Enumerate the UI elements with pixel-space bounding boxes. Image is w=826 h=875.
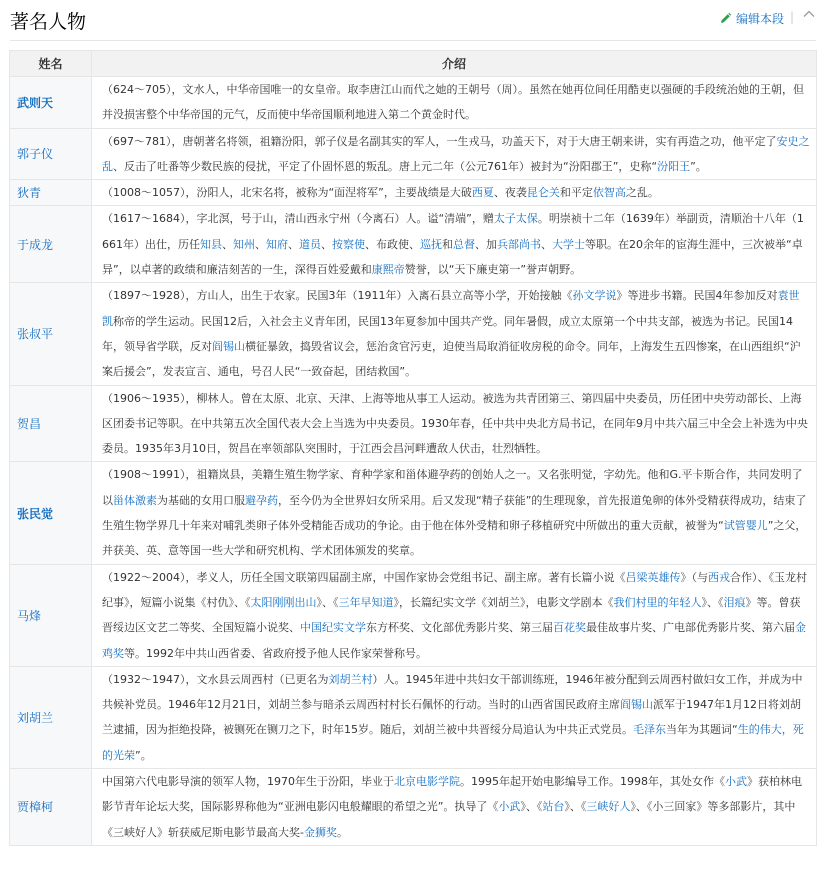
person-intro xyxy=(92,283,817,385)
intro-text: （1008～1057），汾阳人，北宋名将，被称为“面涅将军”，主要战绩是大破 xyxy=(102,186,472,200)
intro-text: 最佳故事片奖、广电部优秀影片奖、第六届 xyxy=(586,621,795,635)
intro-link[interactable]: 袁世凯 xyxy=(102,289,800,328)
person-intro xyxy=(92,385,817,462)
intro-text: 、 xyxy=(321,237,332,251)
intro-link[interactable]: 金鸡奖 xyxy=(102,621,806,660)
person-intro xyxy=(92,462,817,564)
intro-link[interactable]: 知县 xyxy=(200,237,222,251)
intro-text: ）人。1945年进中共妇女干部训练班，1946年被分配到云周西村做妇女工作，并成为中共候补党员。1946年12月21日，刘胡兰参与暗杀云周西村村长石佩怀的行动。当时的山西省国民政府主席 xyxy=(102,672,803,712)
edit-section-button[interactable] xyxy=(719,10,784,27)
intro-text: 》（与 xyxy=(680,570,708,584)
intro-text: （624～705），文水人，中华帝国唯一的女皇帝。取李唐江山而代之她的王朝号（周）。虽然在她再位间任用酷吏以强硬的手段统治她的王朝，但并没损害整个中华帝国的元气，反而使中华帝国顺利地进入第二个黄金时代。 xyxy=(102,83,804,122)
intro-link[interactable]: 知府 xyxy=(266,237,288,251)
intro-text: （1908～1991），祖籍岚县，美籍生殖生物学家、育种学家和甾体避孕药的创始人之一。又名张明觉，字幼先。他和G.平卡斯合作，共同发明了以 xyxy=(102,468,803,507)
intro-text: 。1995年起开始电影编导工作。1998年，其处女作《 xyxy=(460,775,725,789)
intro-link[interactable]: 站台 xyxy=(542,800,565,814)
intro-text: 合作）、《玉龙村纪事》，短篇小说集《村仇》、《 xyxy=(102,570,807,609)
intro-text: 》、《小三回家》等多部影片，其中《三峡好人》斩获威尼斯电影节最高大奖- xyxy=(102,800,796,839)
intro-text: 》获柏林电影节青年论坛大奖，国际影界称他为“亚洲电影闪电般耀眼的希望之光”。执导了《 xyxy=(102,775,802,814)
intro-link[interactable]: 刘胡兰村 xyxy=(328,672,373,686)
table-row xyxy=(10,77,817,129)
intro-text: 东方杯奖、文化部优秀影片奖、第三届 xyxy=(366,621,553,635)
intro-link[interactable]: 小武 xyxy=(498,800,521,814)
intro-text: 》、《 xyxy=(701,595,724,609)
header-divider: | xyxy=(789,10,794,24)
intro-link[interactable]: 昆仑关 xyxy=(526,186,560,200)
intro-link[interactable]: 百花奖 xyxy=(553,621,586,635)
intro-link[interactable]: 金狮奖 xyxy=(303,825,337,839)
intro-link[interactable]: 毛泽东 xyxy=(633,723,666,737)
intro-text: 和 xyxy=(442,237,453,251)
person-name-link[interactable]: 马烽 xyxy=(10,564,92,666)
intro-text: 、 xyxy=(255,237,266,251)
table-row xyxy=(10,206,817,283)
intro-link[interactable]: 兵部尚书 xyxy=(497,237,541,251)
intro-text: 为基础的女用口服 xyxy=(157,493,245,507)
intro-text: 》等进步书籍。民国4年参加反对 xyxy=(616,289,778,303)
intro-text: （1922～2004），孝义人，历任全国文联第四届副主席，中国作家协会党组书记、副主席。著有长篇小说《 xyxy=(102,570,626,584)
intro-link[interactable]: 三峡好人 xyxy=(586,800,631,814)
column-header-intro: 介绍 xyxy=(92,51,817,77)
intro-text: 当年为其题词“ xyxy=(666,723,738,737)
intro-link[interactable]: 大学士 xyxy=(552,237,585,251)
intro-text: 中国第六代电影导演的领军人物，1970年生于汾阳，毕业于 xyxy=(102,775,394,789)
intro-text: 》等。曾获晋绥边区文艺二等奖、全国短篇小说奖、 xyxy=(102,595,801,635)
person-intro xyxy=(92,206,817,283)
table-row xyxy=(10,283,817,385)
table-header-row xyxy=(10,51,817,77)
section-header xyxy=(10,0,816,41)
chevron-up-icon xyxy=(802,7,816,21)
table-row xyxy=(10,128,817,180)
intro-text: （697～781），唐朝著名将领，祖籍汾阳，郭子仪是名副其实的军人，一生戎马，功盖天下，对于大唐王朝来讲，实有再造之功，他平定了 xyxy=(102,134,777,148)
person-name-link[interactable]: 刘胡兰 xyxy=(10,666,92,768)
person-name-link[interactable]: 张叔平 xyxy=(10,283,92,385)
intro-link[interactable]: 知州 xyxy=(233,237,255,251)
intro-text: 派军于1947年1月12日将刘胡兰逮捕，因为拒绝投降，被铡死在铡刀之下，时年15岁。随后，刘胡兰被中共晋绥分局追认为中共正式党员。 xyxy=(102,698,801,737)
intro-text: 》、《 xyxy=(316,595,339,609)
intro-text: 。 xyxy=(336,825,348,839)
intro-link[interactable]: 依智高 xyxy=(592,186,626,200)
intro-text: 、布政使、 xyxy=(365,237,420,251)
intro-link[interactable]: 汾阳王 xyxy=(657,159,691,173)
table-row xyxy=(10,564,817,666)
intro-link[interactable]: 阎锡山 xyxy=(620,698,653,712)
person-intro xyxy=(92,666,817,768)
intro-link[interactable]: 北京电影学院 xyxy=(394,775,460,789)
intro-link[interactable]: 三年早知道 xyxy=(338,595,394,609)
intro-link[interactable]: 安史之乱 xyxy=(102,134,810,173)
intro-text: （1897～1928），方山人，出生于农家。民国3年（1911年）入离石县立高等小学，开始接触《 xyxy=(102,289,573,303)
person-name-link[interactable]: 贺昌 xyxy=(10,385,92,462)
intro-link[interactable]: 甾体激素 xyxy=(113,493,157,507)
intro-link[interactable]: 道员 xyxy=(299,237,321,251)
person-intro xyxy=(92,769,817,846)
section-title: 著名人物 xyxy=(10,11,87,33)
pencil-icon xyxy=(719,12,732,25)
intro-text: 之乱。 xyxy=(625,186,659,200)
intro-text: 赞誉，以“天下廉吏第一”誉声朝野。 xyxy=(404,263,582,277)
table-row xyxy=(10,666,817,768)
intro-link[interactable]: 试管婴儿 xyxy=(723,519,768,533)
intro-text: 。明崇祯十二年（1639年）举副贡，清顺治十八年（1661年）出仕，历任 xyxy=(102,212,804,251)
intro-link[interactable]: 我们村里的年轻人 xyxy=(613,595,702,609)
intro-text: 、加 xyxy=(475,237,497,251)
person-name-link[interactable]: 武则天 xyxy=(10,77,92,129)
table-row xyxy=(10,180,817,206)
table-row xyxy=(10,385,817,462)
intro-text: ”。 xyxy=(135,748,152,762)
intro-link[interactable]: 巡抚 xyxy=(420,237,442,251)
intro-text: 》，长篇纪实文学《刘胡兰》，电影文学剧本《 xyxy=(393,595,614,609)
intro-link[interactable]: 孙文学说 xyxy=(572,289,617,303)
intro-text: 等职。在20余年的宦海生涯中，三次被举“卓异”，以卓著的政绩和廉洁刻苦的一生，深得百姓爱戴和 xyxy=(102,237,803,277)
person-intro xyxy=(92,180,817,206)
intro-text: 、夜袭 xyxy=(493,186,527,200)
intro-link[interactable]: 西戎 xyxy=(708,570,730,584)
intro-text: 、 xyxy=(288,237,299,251)
person-name-link[interactable]: 狄青 xyxy=(10,180,92,206)
collapse-button[interactable] xyxy=(802,7,816,25)
person-name-link[interactable]: 张民觉 xyxy=(10,462,92,564)
intro-text: 》、《 xyxy=(520,800,543,814)
intro-link[interactable]: 阎锡山 xyxy=(212,339,245,353)
edit-section-label: 编辑本段 xyxy=(735,12,784,26)
person-intro xyxy=(92,564,817,666)
table-row xyxy=(10,769,817,846)
intro-text: 横征暴敛，捣毁省议会，惩治贪官污吏，迫使当局取消征收房税的命令。同年，上海发生五四惨案，在山西组织“沪案后援会”，发表宣言、通电，号召人民“一致奋起，团结救国”。 xyxy=(102,339,801,379)
intro-text: 、 xyxy=(541,237,552,251)
intro-text: （1906～1935），柳林人。曾在太原、北京、天津、上海等地从事工人运动。被选为共青团第三、第四届中央委员，历任团中央劳动部长、上海区团委书记等职。在中共第五次全国代表大会上当选为中央委员。1930年春，任中共中央北方局书记，在同年9月中共六届三中全会上补选为中央委员。1935年3月10日，贺昌在率领部队突围时，于江西会昌河畔遭敌人伏击，壮烈牺牲。 xyxy=(102,391,808,456)
intro-text: 等。1992年中共山西省委、省政府授予他人民作家荣誉称号。 xyxy=(124,646,427,660)
intro-link[interactable]: 太阳刚刚出山 xyxy=(250,595,317,609)
person-name-link[interactable]: 于成龙 xyxy=(10,206,92,283)
person-intro xyxy=(92,77,817,129)
column-header-name: 姓名 xyxy=(10,51,92,77)
intro-text: 》、《 xyxy=(564,800,587,814)
intro-link[interactable]: 西夏 xyxy=(471,186,494,200)
intro-link[interactable]: 吕梁英雄传 xyxy=(625,570,681,584)
intro-text: ”。 xyxy=(690,159,707,173)
intro-text: 、 xyxy=(222,237,233,251)
intro-link[interactable]: 太子太保 xyxy=(493,212,538,226)
person-intro xyxy=(92,128,817,180)
intro-text: （1932～1947），文水县云周西村（已更名为 xyxy=(102,672,329,686)
intro-link[interactable]: 生的伟大，死的光荣 xyxy=(102,723,804,762)
intro-text: （1617～1684），字北溟，号于山，清山西永宁州（今离石）人。谥“清端”，赠 xyxy=(102,212,494,226)
intro-text: 称帝的学生运动。民国12后，入社会主义青年团，民国13年夏参加中国共产党。同年暑假，成立太原第一个中共支部，被选为书记。民国14年，领导省学联，反对 xyxy=(102,314,793,353)
intro-text: ”之父，并获美、英、意等国一些大学和研究机构、学术团体颁发的奖章。 xyxy=(102,519,807,558)
person-name-link[interactable]: 贾樟柯 xyxy=(10,769,92,846)
intro-text: 、反击了吐番等少数民族的侵扰，平定了仆固怀恩的叛乱。唐上元二年（公元761年）被封为“汾阳郡王”，史称“ xyxy=(113,159,658,173)
intro-text: 和平定 xyxy=(559,186,593,200)
intro-link[interactable]: 中国纪实文学 xyxy=(300,621,366,635)
famous-people-table xyxy=(9,50,817,846)
person-name-link[interactable]: 郭子仪 xyxy=(10,128,92,180)
intro-link[interactable]: 康熙帝 xyxy=(371,263,405,277)
intro-link[interactable]: 避孕药 xyxy=(245,493,278,507)
intro-link[interactable]: 按察使 xyxy=(332,237,365,251)
intro-link[interactable]: 小武 xyxy=(725,775,747,789)
intro-text: ，至今仍为全世界妇女所采用。后又发现“精子获能”的生理现象，首先报道兔卵的体外受精获得成功，结束了生殖生物学界几十年来对哺乳类卵子体外受精能否成功的争论。由于他在体外受精和卵子移植研究中所做出的重大贡献，被誉为“ xyxy=(102,493,807,533)
intro-link[interactable]: 总督 xyxy=(453,237,475,251)
table-body xyxy=(10,77,817,846)
table-row xyxy=(10,462,817,564)
intro-link[interactable]: 泪痕 xyxy=(723,595,746,609)
